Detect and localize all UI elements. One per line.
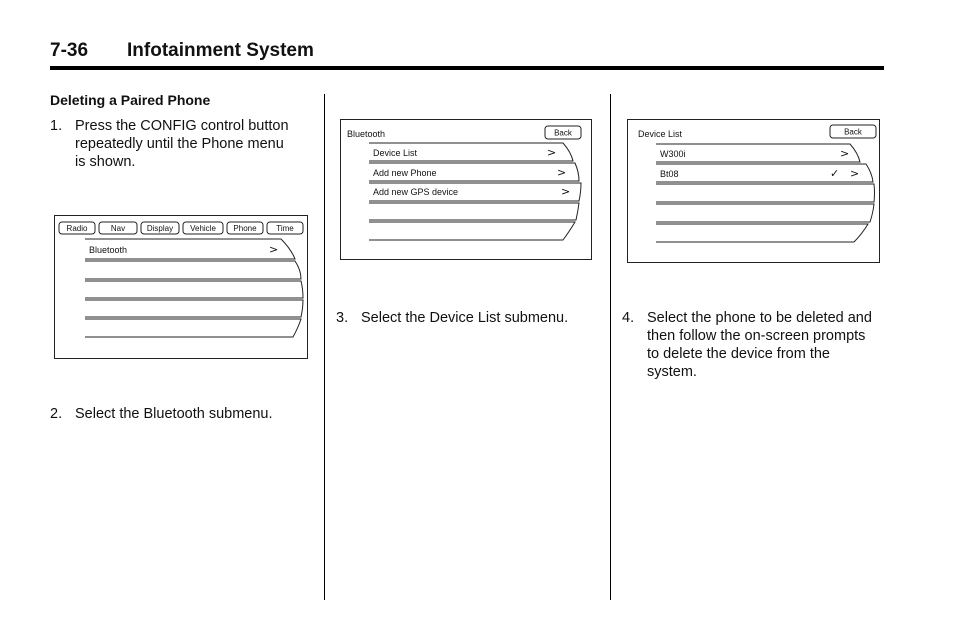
menu-item-bluetooth-label: Bluetooth [89, 245, 128, 255]
column-divider [610, 94, 611, 600]
menu-item-add-new-gps-device-label: Add new GPS device [373, 187, 459, 197]
step-2 [50, 405, 320, 423]
column-divider [324, 94, 325, 600]
tab-vehicle-label: Vehicle [190, 224, 216, 233]
tab-phone-label: Phone [233, 224, 257, 233]
menu-item-empty[interactable] [85, 319, 301, 337]
step-text: Select the phone to be deleted and then follow the on-screen prompts to delete the device from the system. [647, 310, 872, 380]
device-item-empty[interactable] [656, 184, 875, 202]
tab-time-label: Time [276, 224, 294, 233]
tab-bar [59, 222, 303, 234]
menu-item-empty[interactable] [85, 261, 301, 279]
screen-title: Bluetooth [347, 129, 386, 139]
screen-device-list [627, 119, 880, 263]
chevron-right-icon: > [850, 167, 860, 180]
step-3 [336, 309, 601, 327]
checkmark-icon: ✓ [830, 167, 840, 180]
menu-item-device-list-label: Device List [373, 148, 418, 158]
page-title: Infotainment System [127, 40, 314, 61]
menu-item-empty[interactable] [369, 203, 579, 220]
device-item-w300i-label: W300i [660, 149, 686, 159]
step-text: Select the Device List submenu. [361, 310, 569, 326]
step-text: Select the Bluetooth submenu. [75, 406, 273, 422]
step-number: 2. [50, 406, 63, 422]
tab-display-label: Display [146, 224, 174, 233]
page-number: 7-36 [50, 40, 89, 61]
back-button-label: Back [554, 128, 572, 138]
chevron-right-icon: > [557, 166, 567, 179]
device-item-empty[interactable] [656, 224, 868, 242]
step-number: 4. [622, 310, 635, 326]
back-button-label: Back [844, 127, 862, 137]
screen-bluetooth [340, 119, 592, 260]
step-4 [622, 309, 878, 381]
tab-nav-label: Nav [110, 224, 126, 233]
step-number: 1. [50, 118, 63, 134]
step-number: 3. [336, 310, 349, 326]
chevron-right-icon: > [561, 185, 571, 198]
device-item-w300i[interactable] [656, 144, 860, 162]
device-item-empty[interactable] [656, 204, 874, 222]
device-item-bt08[interactable] [656, 164, 873, 182]
menu-item-add-new-phone-label: Add new Phone [373, 168, 437, 178]
screen-phone-menu [54, 215, 308, 359]
menu-item-empty[interactable] [85, 281, 303, 298]
tab-radio-label: Radio [66, 224, 88, 233]
device-item-bt08-label: Bt08 [660, 169, 679, 179]
page-header [50, 36, 884, 70]
menu-item-empty[interactable] [85, 300, 303, 317]
menu-list [85, 239, 303, 337]
step-text: Press the CONFIG control button repeatedly until the Phone menu is shown. [75, 118, 289, 170]
step-1 [50, 117, 290, 171]
screen-title: Device List [638, 129, 683, 139]
section-heading: Deleting a Paired Phone [50, 92, 211, 108]
chevron-right-icon: > [547, 146, 557, 159]
menu-item-empty[interactable] [369, 222, 575, 240]
chevron-right-icon: > [840, 147, 850, 160]
chevron-right-icon: > [269, 243, 279, 256]
